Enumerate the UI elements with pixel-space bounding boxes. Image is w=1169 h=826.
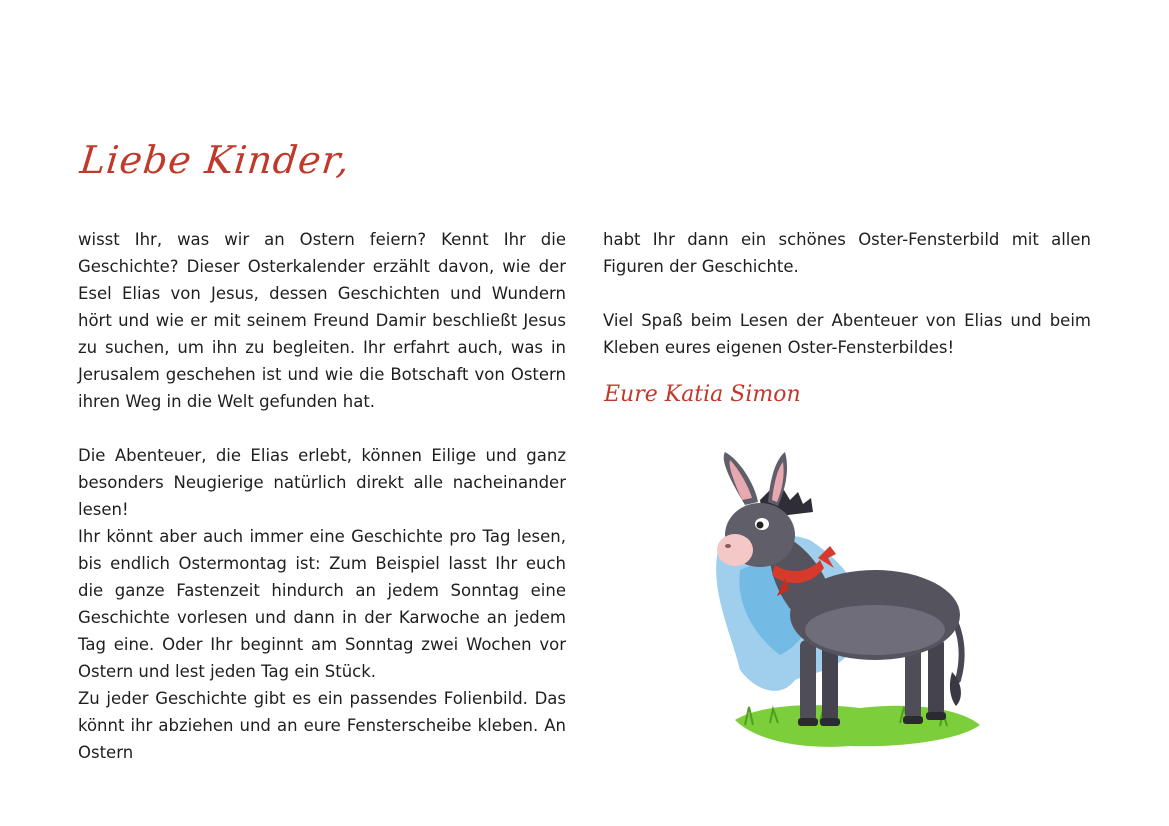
foil-picture-paragraph: Zu jeder Geschichte gibt es ein passendes Folienbild. Das könnt ihr abziehen und an eure Fensterscheibe kleben. An Ostern: [78, 689, 566, 762]
author-signature: Eure Katia Simon: [604, 382, 801, 407]
closing-paragraph: Viel Spaß beim Lesen der Abenteuer von Elias und beim Kleben eures eigenen Oster-Fensterbildes!: [603, 311, 1091, 357]
window-picture-paragraph: habt Ihr dann ein schönes Oster-Fensterbild mit allen Figuren der Geschichte.: [603, 230, 1091, 276]
right-text-column: [603, 226, 1091, 361]
intro-paragraph: wisst Ihr, was wir an Ostern feiern? Kennt Ihr die Geschichte? Dieser Osterkalender erzählt davon, wie der Esel Elias von Jesus, dessen Geschichten und Wundern hört und wie er mit seinem Freund Damir beschließt Jesus zu suchen, um ihn zu begleiten. Ihr erfahrt auch, was in Jerusalem geschehen ist und wie die Botschaft von Ostern ihren Weg in die Welt gefunden hat.: [78, 230, 566, 411]
left-text-column: [78, 226, 566, 766]
reading-plan-paragraph: Ihr könnt aber auch immer eine Geschichte pro Tag lesen, bis endlich Ostermontag ist: Zum Beispiel lasst Ihr euch die ganze Fastenzeit hindurch an jedem Sonntag eine Geschichte vorlesen und dann in der Karwoche an jedem Tag eine. Oder Ihr beginnt am Sonntag zwei Wochen vor Ostern und lest jeden Tag ein Stück.: [78, 527, 566, 681]
donkey-illustration: [700, 440, 990, 760]
adventure-paragraph: Die Abenteuer, die Elias erlebt, können Eilige und ganz besonders Neugierige natürlich direkt alle nacheinander lesen!: [78, 446, 566, 519]
letter-heading: Liebe Kinder,: [78, 138, 353, 182]
